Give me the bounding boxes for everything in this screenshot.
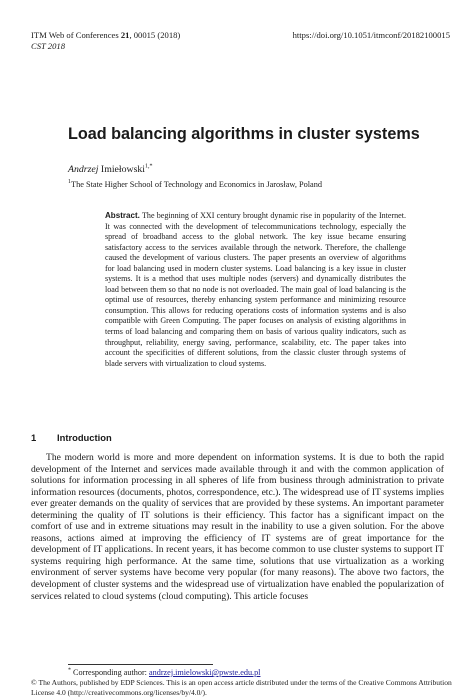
- volume-number: 21: [120, 30, 130, 40]
- affiliation-text: The State Higher School of Technology and Economics in Jarosław, Poland: [71, 180, 323, 189]
- affiliation-mark: 1: [68, 179, 71, 186]
- doi-link[interactable]: https://doi.org/10.1051/itmconf/20182100015: [292, 30, 450, 40]
- footnote-mark: *: [68, 667, 71, 674]
- conference-name: CST 2018: [31, 41, 65, 51]
- paper-title: Load balancing algorithms in cluster systems: [68, 125, 420, 143]
- abstract-text: The beginning of XXI century brought dynamic rise in popularity of the Internet. It was connected with the development of telecommunications technology, especially the spread of broadband access to the global network. The key issue became ensuring satisfactory access to the services available through the network. Therefore, the challenge caused the development of various clusters. The paper presents an overview of algorithms for load balancing used in modern cluster systems. Load balancing is a key issue in cluster systems. It is a method that uses multiple nodes (servers) and dynamically distributes the load between them so that no node is not overloaded. The main goal of load balancing is the optimal use of resources, thereby enhancing system performance and minimizing resource consumption. This allows for reducing operations costs of information systems and is also compatible with Green Computing. The paper focuses on analysis of existing algorithms in terms of load balancing and comparing them on basis of various quality indicators, such as throughput, reliability, energy saving, performance, scalability, etc. The paper takes into account the specificities of different solutions, from the classic cluster through systems of blade servers with virtualization to cloud systems.: [105, 211, 406, 368]
- journal-name: ITM Web of Conferences: [31, 30, 121, 40]
- section-body-text: The modern world is more and more dependent on information systems. It is due to both the rapid development of the Internet and services made available through it and with the common application of solutions for information processing in all spheres of life from business through administration to private information resources (documents, photos, correspondence, etc.). The widespread use of IT systems implies ever greater demands on the quality of services that are provided by these systems. An important parameter determining the quality of IT solutions is their efficiency. This factor has a significant impact on the comfort of use and in extreme situations may result in the inability to use a given solution. For the above reasons, actions aimed at improving the efficiency of IT systems are of great importance for the development of IT applications. In recent years, it has become common to use cluster systems to support IT systems requiring high performance. At the same time, solutions that use virtualization as a working environment of server systems have become very popular (for many reasons). The above two factors, the development of cluster systems and the widespread use of virtualization have enabled the popularization of services related to cloud systems (cloud computing). This article focuses: [31, 452, 444, 602]
- author-marks: 1,*: [145, 163, 153, 170]
- affiliation: [68, 180, 322, 189]
- footnote-rule: [68, 664, 213, 665]
- author-line: [68, 164, 153, 175]
- copyright-notice: © The Authors, published by EDP Sciences. This is an open access article distributed under the terms of the Creative Commons Attribution License 4.0 (http://creativecommons.org/licenses/by/4.0/).: [31, 678, 452, 697]
- footnote-label: Corresponding author:: [71, 668, 149, 677]
- author-first-name: Andrzej: [68, 164, 99, 175]
- abstract: [105, 211, 406, 369]
- footnote: [68, 668, 260, 677]
- article-number: , 00015 (2018): [129, 30, 181, 40]
- running-header: [31, 30, 450, 52]
- section-number: 1: [31, 432, 37, 443]
- journal-info: [31, 30, 180, 52]
- section-title: Introduction: [57, 432, 112, 443]
- author-last-name: Imiełowski: [98, 164, 146, 175]
- abstract-label: Abstract.: [105, 211, 140, 220]
- author-email-link[interactable]: andrzej.imielowski@pwste.edu.pl: [149, 668, 261, 677]
- section-heading: [31, 432, 112, 443]
